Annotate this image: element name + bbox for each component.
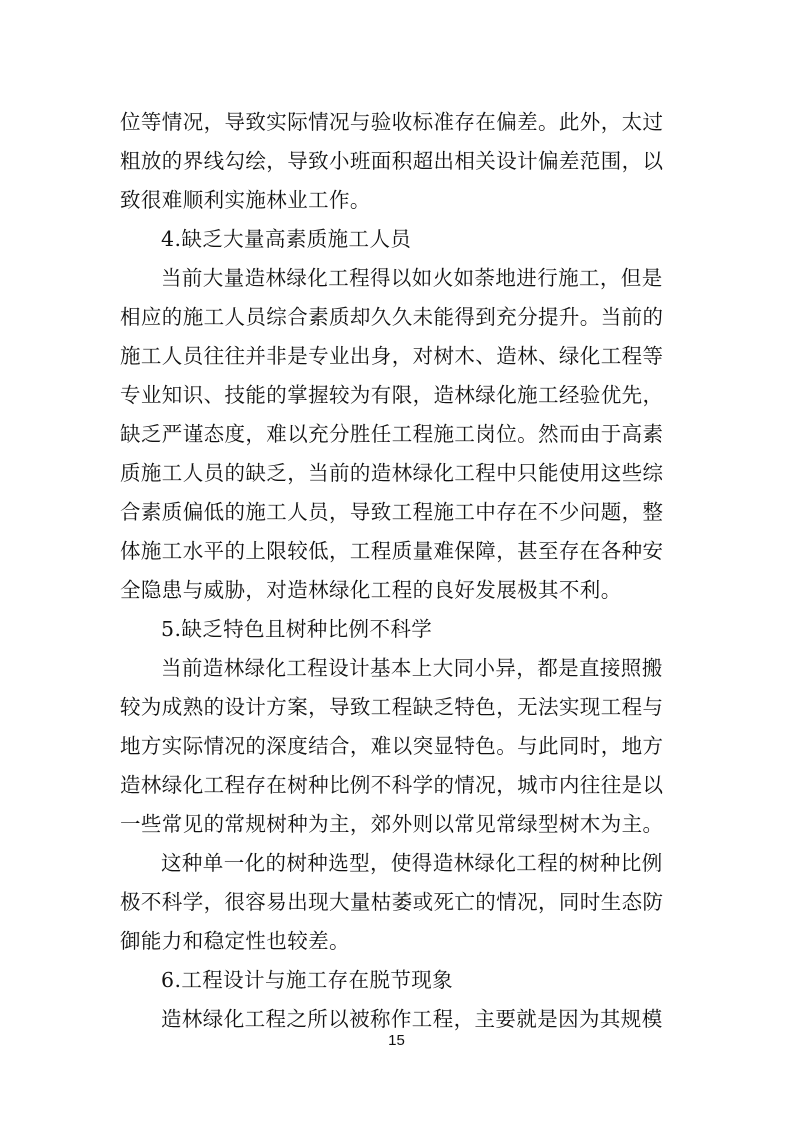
text-line: 粗放的界线勾绘，导致小班面积超出相关设计偏差范围，以: [120, 149, 664, 173]
text-line: 造林绿化工程存在树种比例不科学的情况，城市内往往是以: [120, 773, 664, 797]
text-line: 造林绿化工程之所以被称作工程，主要就是因为其规模: [161, 1007, 663, 1031]
text-line: 御能力和稳定性也较差。: [120, 929, 350, 953]
text-line: 合素质偏低的施工人员，导致工程施工中存在不少问题，整: [120, 500, 664, 524]
text-line: 极不科学，很容易出现大量枯萎或死亡的情况，同时生态防: [120, 890, 664, 914]
text-line: 致很难顺利实施林业工作。: [120, 188, 371, 212]
text-line: 专业知识、技能的掌握较为有限，造林绿化施工经验优先，: [120, 383, 664, 407]
text-line: 全隐患与威胁，对造林绿化工程的良好发展极其不利。: [120, 578, 622, 602]
section-heading-4: 4.缺乏大量高素质施工人员: [161, 227, 412, 251]
text-line: 位等情况，导致实际情况与验收标准存在偏差。此外，太过: [120, 110, 664, 134]
text-line: 地方实际情况的深度结合，难以突显特色。与此同时，地方: [120, 734, 664, 758]
text-line: 较为成熟的设计方案，导致工程缺乏特色，无法实现工程与: [120, 695, 664, 719]
body-text: [120, 103, 680, 1039]
section-heading-5: 5.缺乏特色且树种比例不科学: [161, 617, 433, 641]
text-line: 相应的施工人员综合素质却久久未能得到充分提升。当前的: [120, 305, 664, 329]
text-line: 施工人员往往并非是专业出身，对树木、造林、绿化工程等: [120, 344, 664, 368]
text-line: 体施工水平的上限较低，工程质量难保障，甚至存在各种安: [120, 539, 664, 563]
text-line: 质施工人员的缺乏，当前的造林绿化工程中只能使用这些综: [120, 461, 664, 485]
text-line: 当前大量造林绿化工程得以如火如荼地进行施工，但是: [161, 266, 663, 290]
text-line: 一些常见的常规树种为主，郊外则以常见常绿型树木为主。: [120, 812, 664, 836]
section-heading-6: 6.工程设计与施工存在脱节现象: [161, 968, 454, 992]
text-line: 当前造林绿化工程设计基本上大同小异，都是直接照搬: [161, 656, 663, 680]
text-line: 这种单一化的树种选型，使得造林绿化工程的树种比例: [161, 851, 663, 875]
text-line: 缺乏严谨态度，难以充分胜任工程施工岗位。然而由于高素: [120, 422, 664, 446]
page-number: 15: [388, 1032, 405, 1049]
